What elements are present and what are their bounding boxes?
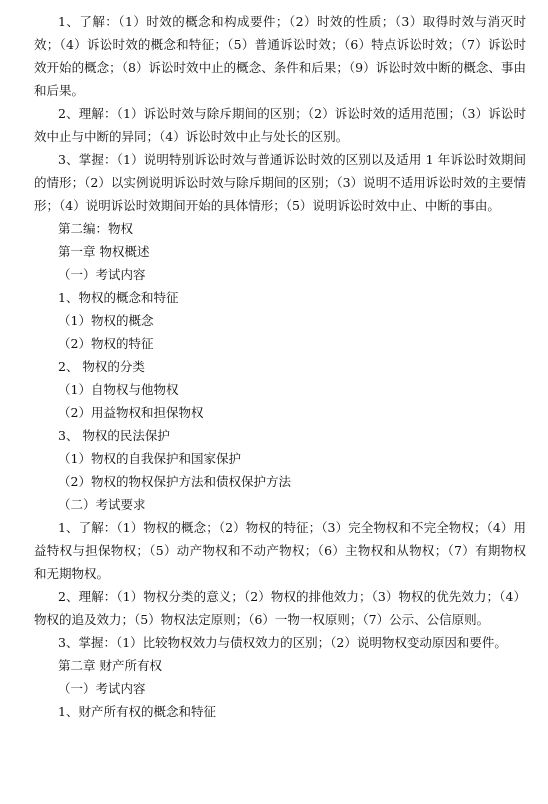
chapter-heading: 第二章 财产所有权: [58, 658, 162, 673]
outline-subitem: （2）物权的物权保护方法和债权保护方法: [58, 474, 291, 489]
section-heading: （二）考试要求: [58, 497, 146, 512]
paragraph-understand-statute: 1、了解：（1）时效的概念和构成要件；（2）时效的性质；（3）取得时效与消灭时效；（4）诉讼时效的概念和特征；（5）普通诉讼时效；（6）特点诉讼时效；（7）诉讼时效开始的概念；（8）诉讼时效中止的概念、条件和后果；（9）诉讼时效中断的概念、事由和后果。: [34, 14, 526, 98]
paragraph-comprehend-property: 2、理解：（1）物权分类的意义；（2）物权的排他效力；（3）物权的优先效力；（4）物权的追及效力；（5）物权法定原则；（6）一物一权原则；（7）公示、公信原则。: [34, 589, 526, 627]
outline-item: 1、财产所有权的概念和特征: [58, 704, 216, 719]
paragraph-master-statute: 3、掌握：（1）说明特别诉讼时效与普通诉讼时效的区别以及适用 1 年诉讼时效期间的情形；（2）以实例说明诉讼时效与除斥期间的区别；（3）说明不适用诉讼时效的主要情形；（4）说明诉讼时效期间开始的具体情形；（5）说明诉讼时效中止、中断的事由。: [34, 152, 526, 213]
part-heading: 第二编：物权: [58, 221, 134, 236]
outline-subitem: （1）自物权与他物权: [58, 382, 179, 397]
outline-subitem: （1）物权的自我保护和国家保护: [58, 451, 241, 466]
paragraph-understand-property: 1、了解：（1）物权的概念；（2）物权的特征；（3）完全物权和不完全物权；（4）用益特权与担保物权；（5）动产物权和不动产物权；（6）主物权和从物权；（7）有期物权和无期物权。: [34, 520, 526, 581]
paragraph-master-property: 3、掌握：（1）比较物权效力与债权效力的区别；（2）说明物权变动原因和要件。: [58, 635, 507, 650]
paragraph-comprehend-statute: 2、理解：（1）诉讼时效与除斥期间的区别；（2）诉讼时效的适用范围；（3）诉讼时效中止与中断的异同；（4）诉讼时效中止与处长的区别。: [34, 106, 526, 144]
chapter-heading: 第一章 物权概述: [58, 244, 150, 259]
outline-subitem: （2）物权的特征: [58, 336, 154, 351]
section-heading: （一）考试内容: [58, 267, 146, 282]
outline-item: 3、 物权的民法保护: [58, 428, 170, 443]
outline-item: 2、 物权的分类: [58, 359, 145, 374]
outline-item: 1、物权的概念和特征: [58, 290, 179, 305]
outline-subitem: （1）物权的概念: [58, 313, 154, 328]
outline-subitem: （2）用益物权和担保物权: [58, 405, 204, 420]
section-heading: （一）考试内容: [58, 681, 146, 696]
